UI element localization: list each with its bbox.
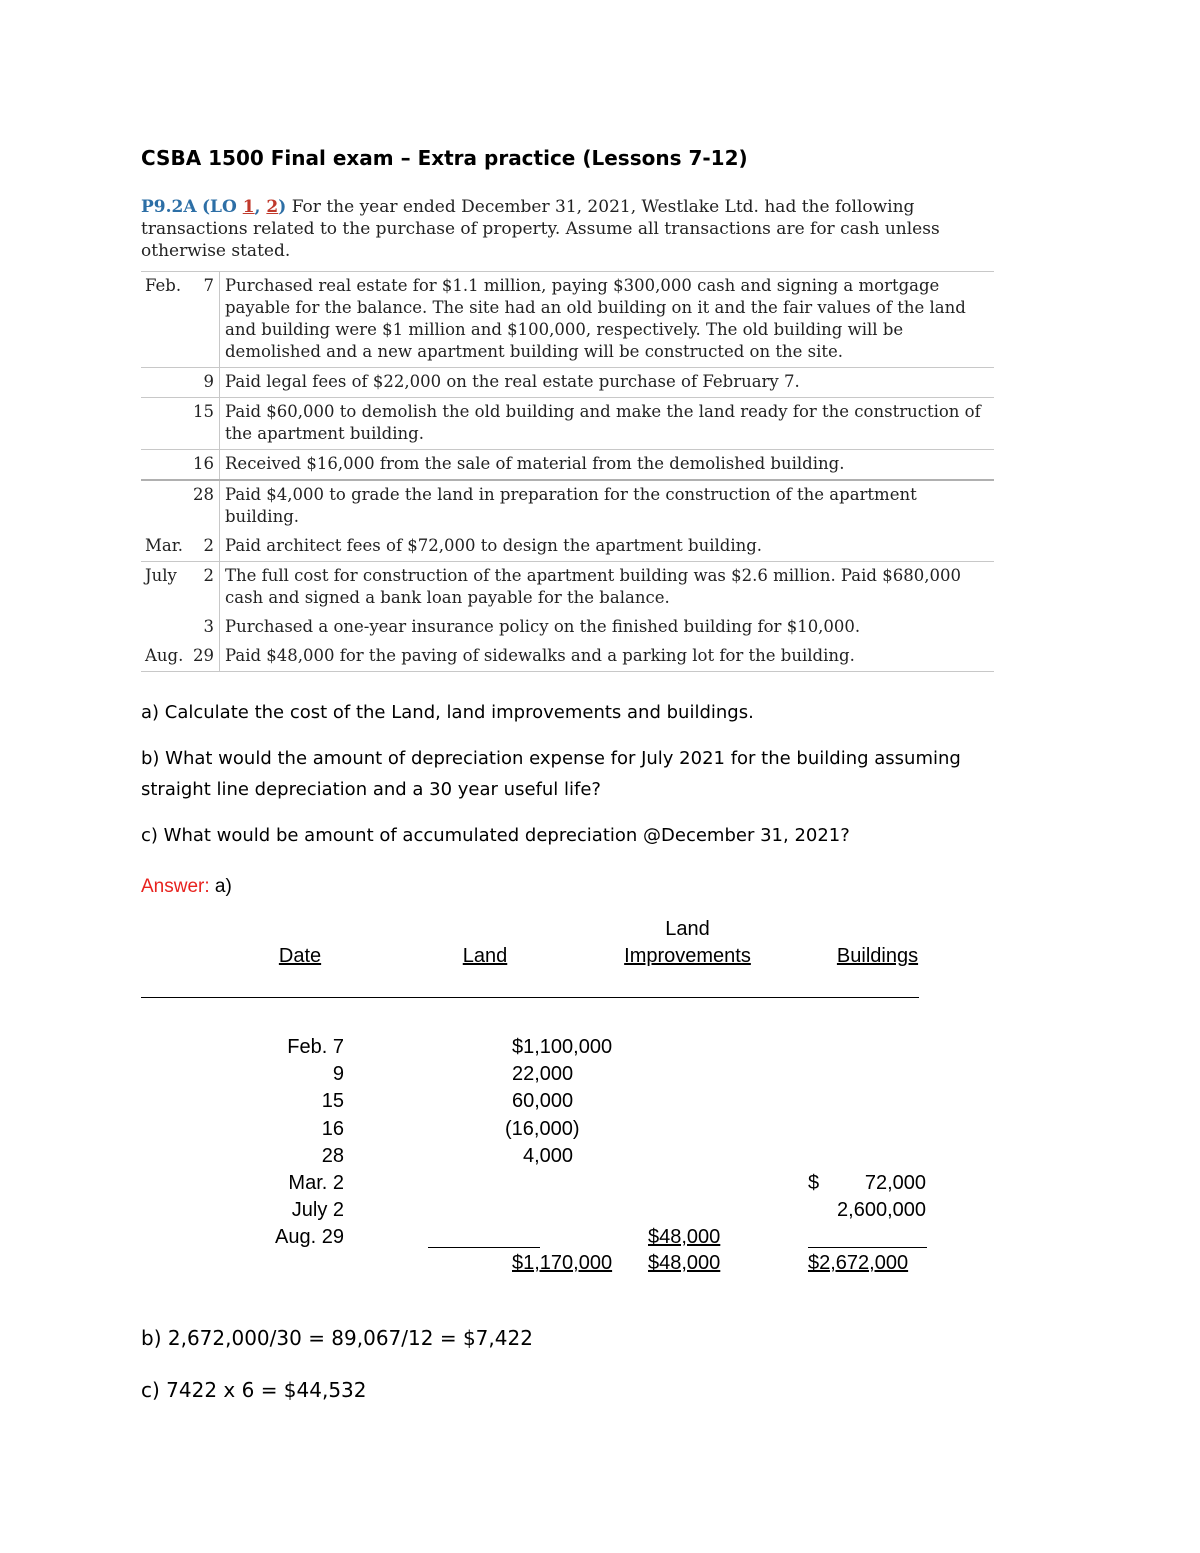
schedule-date: Feb. 7	[287, 1036, 344, 1058]
table-row	[141, 642, 994, 672]
buildings-total: $2,672,000	[808, 1252, 909, 1274]
transaction-day: 28	[189, 480, 220, 532]
land-amount: 4,000	[523, 1145, 574, 1167]
schedule-date: 15	[321, 1090, 344, 1112]
header-land-improvements-line2: Improvements	[624, 945, 751, 967]
buildings-dollar-sign: $	[808, 1172, 820, 1194]
schedule-date: 16	[321, 1118, 344, 1140]
land-amount: 60,000	[512, 1090, 574, 1112]
transaction-day: 3	[189, 613, 220, 642]
transaction-description: Paid $60,000 to demolish the old building and make the land ready for the construction of the apartment building.	[225, 402, 981, 443]
table-row	[141, 480, 994, 532]
transaction-description: Paid legal fees of $22,000 on the real estate purchase of February 7.	[225, 372, 800, 391]
land-improvements-amount: $48,000	[648, 1226, 721, 1248]
table-row	[141, 450, 994, 481]
header-buildings: Buildings	[836, 945, 919, 967]
transactions-table	[141, 271, 994, 672]
transaction-day: 7	[189, 272, 220, 368]
transaction-description: Paid $4,000 to grade the land in preparation for the construction of the apartment building.	[225, 485, 917, 526]
transaction-month: Feb.	[145, 276, 182, 295]
problem-statement	[141, 196, 941, 262]
problem-intro: For the year ended December 31, 2021, Westlake Ltd. had the following transactions related to the purchase of property. Assume all transactions are for cash unless otherwise stated.	[141, 197, 940, 261]
transaction-month: Aug.	[145, 646, 184, 665]
question-c: c) What would be amount of accumulated depreciation @December 31, 2021?	[141, 825, 850, 846]
table-row	[141, 532, 994, 562]
buildings-amount: 72,000	[864, 1172, 926, 1194]
lo-link-2[interactable]: 2	[266, 197, 279, 217]
table-row	[141, 368, 994, 398]
calculation-c: c) 7422 x 6 = $44,532	[141, 1378, 367, 1402]
transaction-description: Purchased a one-year insurance policy on the finished building for $10,000.	[225, 617, 861, 636]
header-land-improvements-line1: Land	[665, 918, 710, 940]
header-land: Land	[462, 945, 508, 967]
schedule-date: Aug. 29	[275, 1226, 344, 1248]
buildings-subtotal-rule	[808, 1247, 927, 1248]
transaction-description: The full cost for construction of the apartment building was $2.6 million. Paid $680,000 cash and signed a bank loan payable for the balance.	[225, 566, 961, 607]
land-total: $1,170,000	[512, 1252, 613, 1274]
schedule-divider	[141, 997, 919, 998]
transaction-description: Paid $48,000 for the paving of sidewalks and a parking lot for the building.	[225, 646, 855, 665]
calculation-b: b) 2,672,000/30 = 89,067/12 = $7,422	[141, 1326, 533, 1350]
page-title: CSBA 1500 Final exam – Extra practice (Lessons 7-12)	[141, 146, 748, 170]
transaction-description: Paid architect fees of $72,000 to design the apartment building.	[225, 536, 763, 555]
land-subtotal-rule	[428, 1247, 540, 1248]
schedule-date: July 2	[291, 1199, 344, 1221]
land-amount: (16,000)	[505, 1118, 580, 1140]
transaction-month	[141, 480, 189, 532]
schedule-date: 9	[332, 1063, 344, 1085]
transaction-month: July	[145, 566, 177, 585]
transaction-day: 9	[189, 368, 220, 398]
header-date: Date	[278, 945, 322, 967]
transaction-description: Purchased real estate for $1.1 million, paying $300,000 cash and signing a mortgage payable for the balance. The site had an old building on it and the fair values of the land and building were $1 million and $100,000, respectively. The old building will be demolished and a new apartment building will be constructed on the site.	[225, 276, 966, 361]
table-row	[141, 398, 994, 450]
question-b-line2: straight line depreciation and a 30 year useful life?	[141, 779, 601, 800]
schedule-date: Mar. 2	[288, 1172, 344, 1194]
problem-code: P9.2A	[141, 197, 197, 217]
answer-heading	[141, 876, 232, 898]
schedule-date: 28	[321, 1145, 344, 1167]
answer-part: a)	[214, 876, 232, 897]
transaction-month	[141, 450, 189, 481]
transaction-day: 2	[189, 562, 220, 614]
table-row	[141, 562, 994, 614]
land-amount: $1,100,000	[512, 1036, 613, 1058]
table-row	[141, 613, 994, 642]
transaction-month: Mar.	[145, 536, 184, 555]
transaction-month	[141, 613, 189, 642]
question-b-line1: b) What would the amount of depreciation expense for July 2021 for the building assuming	[141, 748, 961, 769]
transaction-day: 15	[189, 398, 220, 450]
question-a: a) Calculate the cost of the Land, land improvements and buildings.	[141, 702, 754, 723]
transaction-day: 2	[189, 532, 220, 562]
land-amount: 22,000	[512, 1063, 574, 1085]
land-improvements-total: $48,000	[648, 1252, 721, 1274]
transaction-description: Received $16,000 from the sale of material from the demolished building.	[225, 454, 845, 473]
table-row	[141, 272, 994, 368]
transaction-day: 16	[189, 450, 220, 481]
buildings-amount: 2,600,000	[837, 1199, 926, 1221]
transaction-day: 29	[189, 642, 220, 672]
transaction-month	[141, 398, 189, 450]
transaction-month	[141, 368, 189, 398]
answer-label: Answer:	[141, 876, 210, 897]
learning-objectives: (LO 1, 2)	[201, 197, 287, 217]
lo-link-1[interactable]: 1	[242, 197, 255, 217]
